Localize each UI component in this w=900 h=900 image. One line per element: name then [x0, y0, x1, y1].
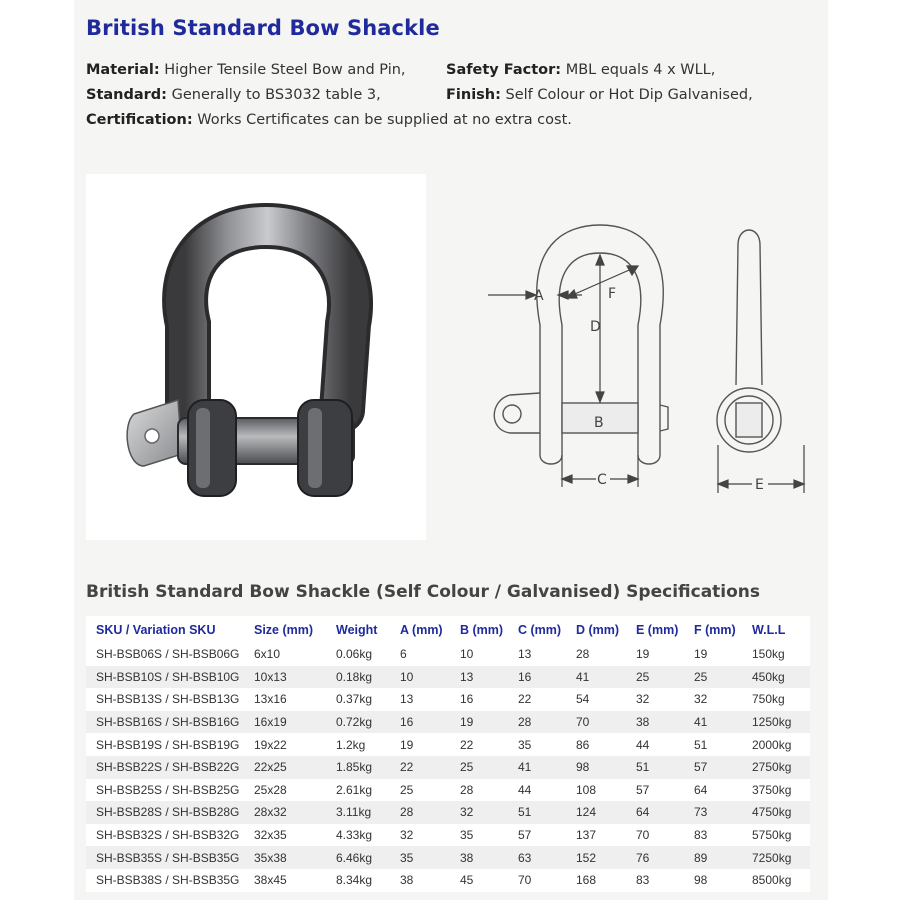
table-cell: 10: [450, 643, 508, 666]
table-cell: 0.18kg: [326, 666, 390, 689]
certification-value: Works Certificates can be supplied at no extra cost.: [197, 112, 572, 128]
table-cell: 35x38: [244, 846, 326, 869]
table-cell: 22: [450, 733, 508, 756]
table-cell: 86: [566, 733, 626, 756]
specifications-table: [86, 616, 810, 892]
table-cell: SH-BSB10S / SH-BSB10G: [86, 666, 244, 689]
table-cell: 38: [390, 869, 450, 892]
table-cell: 6x10: [244, 643, 326, 666]
table-row: [86, 779, 810, 802]
table-cell: 13: [450, 666, 508, 689]
table-cell: 64: [684, 779, 742, 802]
table-cell: 19: [626, 643, 684, 666]
material-info: [86, 62, 406, 78]
table-cell: 32: [390, 824, 450, 847]
table-cell: 83: [684, 824, 742, 847]
table-cell: 89: [684, 846, 742, 869]
table-cell: 57: [508, 824, 566, 847]
table-cell: 137: [566, 824, 626, 847]
table-cell: 32: [626, 688, 684, 711]
table-cell: SH-BSB06S / SH-BSB06G: [86, 643, 244, 666]
table-cell: 64: [626, 801, 684, 824]
table-cell: 41: [684, 711, 742, 734]
table-cell: 2000kg: [742, 733, 810, 756]
table-cell: 0.06kg: [326, 643, 390, 666]
table-cell: SH-BSB32S / SH-BSB32G: [86, 824, 244, 847]
table-cell: 1.2kg: [326, 733, 390, 756]
table-cell: 16: [508, 666, 566, 689]
column-header: Weight: [326, 616, 390, 643]
table-cell: 57: [626, 779, 684, 802]
page-title: British Standard Bow Shackle: [86, 16, 440, 40]
table-cell: 51: [626, 756, 684, 779]
table-cell: 38: [450, 846, 508, 869]
table-cell: SH-BSB35S / SH-BSB35G: [86, 846, 244, 869]
table-cell: 0.72kg: [326, 711, 390, 734]
table-row: [86, 824, 810, 847]
table-cell: 124: [566, 801, 626, 824]
table-row: [86, 846, 810, 869]
table-cell: 152: [566, 846, 626, 869]
shackle-photo: [86, 174, 426, 540]
table-cell: 10x13: [244, 666, 326, 689]
table-cell: 70: [566, 711, 626, 734]
dimension-label-f: F: [608, 286, 617, 302]
table-cell: 750kg: [742, 688, 810, 711]
table-cell: 1250kg: [742, 711, 810, 734]
dimension-label-e: E: [755, 477, 764, 493]
table-cell: 2.61kg: [326, 779, 390, 802]
table-cell: 150kg: [742, 643, 810, 666]
table-row: [86, 801, 810, 824]
table-cell: 19x22: [244, 733, 326, 756]
table-row: [86, 711, 810, 734]
table-cell: 28: [508, 711, 566, 734]
dimension-label-c: C: [597, 472, 607, 488]
table-cell: 32: [684, 688, 742, 711]
table-cell: 19: [450, 711, 508, 734]
table-row: [86, 666, 810, 689]
column-header: Size (mm): [244, 616, 326, 643]
shackle-diagram-icon: [470, 205, 820, 505]
table-cell: 38x45: [244, 869, 326, 892]
table-cell: 8.34kg: [326, 869, 390, 892]
table-cell: 63: [508, 846, 566, 869]
table-cell: 450kg: [742, 666, 810, 689]
column-header: B (mm): [450, 616, 508, 643]
table-cell: 4.33kg: [326, 824, 390, 847]
table-cell: 7250kg: [742, 846, 810, 869]
table-cell: 13x16: [244, 688, 326, 711]
table-cell: 10: [390, 666, 450, 689]
table-cell: 73: [684, 801, 742, 824]
table-cell: 22: [390, 756, 450, 779]
table-row: [86, 756, 810, 779]
table-cell: SH-BSB28S / SH-BSB28G: [86, 801, 244, 824]
shackle-photo-icon: [86, 174, 426, 540]
standard-value: Generally to BS3032 table 3,: [171, 87, 381, 103]
table-cell: SH-BSB38S / SH-BSB35G: [86, 869, 244, 892]
table-cell: 45: [450, 869, 508, 892]
table-cell: 41: [566, 666, 626, 689]
column-header: SKU / Variation SKU: [86, 616, 244, 643]
dimension-label-d: D: [590, 319, 601, 335]
table-cell: SH-BSB16S / SH-BSB16G: [86, 711, 244, 734]
table-cell: 28: [390, 801, 450, 824]
table-row: [86, 643, 810, 666]
table-cell: 168: [566, 869, 626, 892]
table-cell: 25: [390, 779, 450, 802]
table-cell: 16: [390, 711, 450, 734]
table-cell: 13: [508, 643, 566, 666]
table-cell: 98: [566, 756, 626, 779]
table-cell: 1.85kg: [326, 756, 390, 779]
table-cell: 25: [626, 666, 684, 689]
finish-value: Self Colour or Hot Dip Galvanised,: [505, 87, 753, 103]
material-label: Material:: [86, 62, 160, 78]
standard-label: Standard:: [86, 87, 167, 103]
dimension-label-b: B: [594, 415, 604, 431]
table-cell: 8500kg: [742, 869, 810, 892]
table-cell: 44: [508, 779, 566, 802]
table-cell: 16: [450, 688, 508, 711]
table-cell: SH-BSB19S / SH-BSB19G: [86, 733, 244, 756]
finish-label: Finish:: [446, 87, 501, 103]
table-cell: 51: [508, 801, 566, 824]
safety-factor-info: [446, 62, 715, 78]
table-cell: 25: [450, 756, 508, 779]
column-header: W.L.L: [742, 616, 810, 643]
table-cell: 28: [450, 779, 508, 802]
table-cell: 25x28: [244, 779, 326, 802]
specifications-title: British Standard Bow Shackle (Self Colour / Galvanised) Specifications: [86, 582, 761, 602]
table-cell: 6: [390, 643, 450, 666]
table-cell: 28: [566, 643, 626, 666]
material-value: Higher Tensile Steel Bow and Pin,: [164, 62, 406, 78]
table-cell: 22: [508, 688, 566, 711]
table-cell: 3750kg: [742, 779, 810, 802]
finish-info: [446, 87, 753, 103]
table-cell: 3.11kg: [326, 801, 390, 824]
table-header-row: [86, 616, 810, 643]
table-cell: 16x19: [244, 711, 326, 734]
table-cell: 6.46kg: [326, 846, 390, 869]
table-cell: 70: [626, 824, 684, 847]
dimension-label-a: A: [534, 288, 544, 304]
table-cell: 76: [626, 846, 684, 869]
table-cell: 108: [566, 779, 626, 802]
column-header: C (mm): [508, 616, 566, 643]
table-cell: 25: [684, 666, 742, 689]
table-cell: 22x25: [244, 756, 326, 779]
table-row: [86, 869, 810, 892]
table-cell: 32x35: [244, 824, 326, 847]
table-cell: 19: [684, 643, 742, 666]
certification-label: Certification:: [86, 112, 193, 128]
table-cell: 44: [626, 733, 684, 756]
column-header: E (mm): [626, 616, 684, 643]
safety-factor-label: Safety Factor:: [446, 62, 562, 78]
table-cell: 28x32: [244, 801, 326, 824]
table-cell: SH-BSB13S / SH-BSB13G: [86, 688, 244, 711]
table-cell: 2750kg: [742, 756, 810, 779]
table-cell: 41: [508, 756, 566, 779]
table-cell: 4750kg: [742, 801, 810, 824]
shackle-dimension-diagram: [470, 205, 820, 505]
table-cell: 51: [684, 733, 742, 756]
table-cell: 13: [390, 688, 450, 711]
certification-info: [86, 112, 572, 128]
table-cell: 57: [684, 756, 742, 779]
safety-factor-value: MBL equals 4 x WLL,: [565, 62, 716, 78]
table-cell: 83: [626, 869, 684, 892]
table-row: [86, 733, 810, 756]
standard-info: [86, 87, 381, 103]
table-cell: 70: [508, 869, 566, 892]
table-cell: 54: [566, 688, 626, 711]
table-cell: 35: [508, 733, 566, 756]
table-cell: 35: [390, 846, 450, 869]
table-cell: 35: [450, 824, 508, 847]
table-cell: 32: [450, 801, 508, 824]
column-header: F (mm): [684, 616, 742, 643]
table-row: [86, 688, 810, 711]
column-header: D (mm): [566, 616, 626, 643]
table-cell: 5750kg: [742, 824, 810, 847]
column-header: A (mm): [390, 616, 450, 643]
table-cell: SH-BSB22S / SH-BSB22G: [86, 756, 244, 779]
table-cell: 38: [626, 711, 684, 734]
table-cell: 98: [684, 869, 742, 892]
table-cell: 0.37kg: [326, 688, 390, 711]
table-cell: 19: [390, 733, 450, 756]
table-cell: SH-BSB25S / SH-BSB25G: [86, 779, 244, 802]
